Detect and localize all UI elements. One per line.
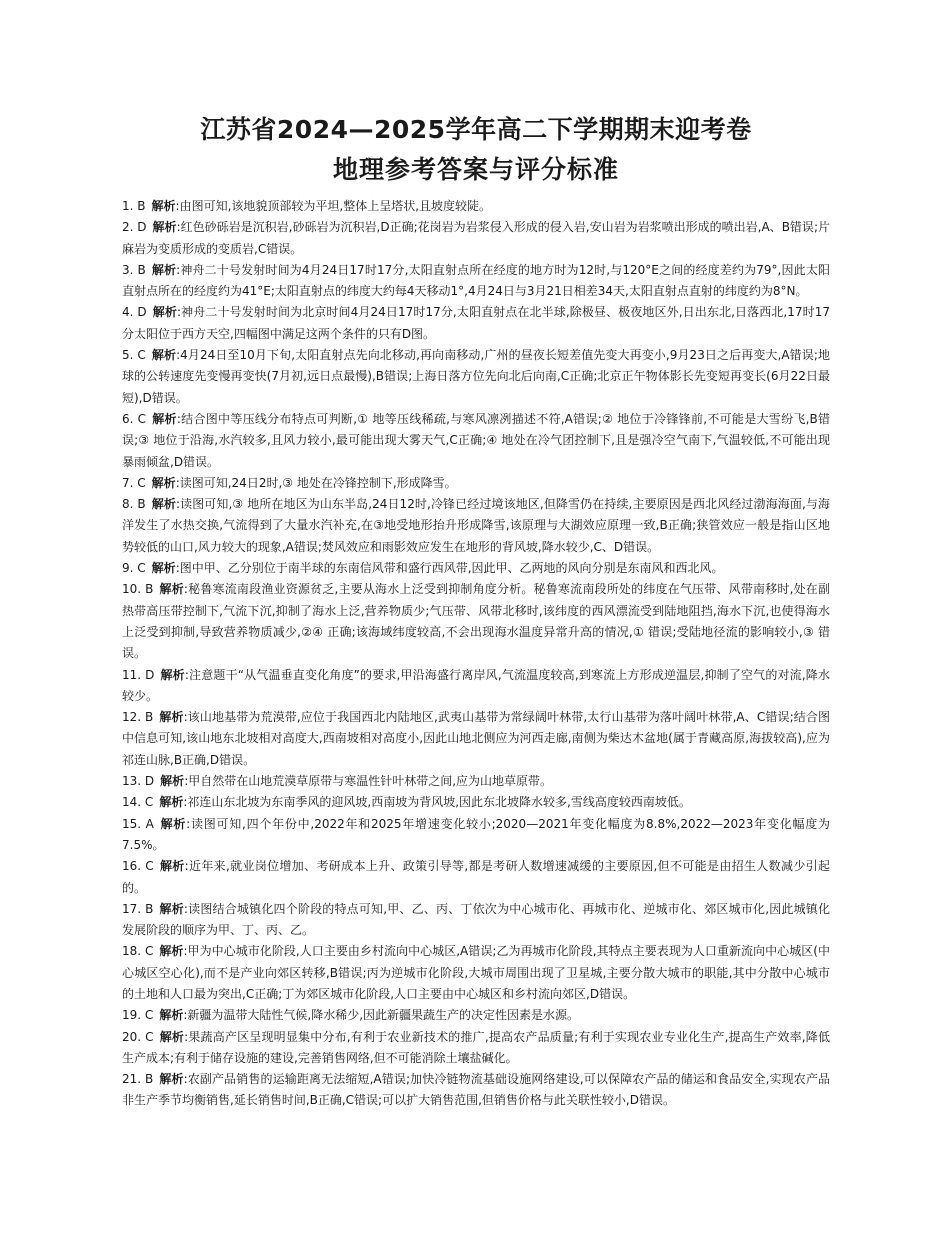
answer-item: 15. A 解析:读图可知,四个年份中,2022年和2025年增速变化较小;2020—2021年变化幅度为8.8%,2022—2023年变化幅度为7.5%。 (122, 816, 830, 852)
answer-number: 8. (122, 497, 134, 512)
explanation-label: 解析 (159, 901, 184, 916)
answer-key: B (137, 497, 146, 512)
explanation-text: 果蔬高产区呈现明显集中分布,有利于农业新技术的推广,提高农产品质量;有利于实现农业专业化生产,提高生产效率,降低生产成本;有利于储存设施的建设,完善销售网络,但不可能消除土壤盐碱化。 (122, 1029, 830, 1065)
answer-item: 9. C 解析:图中甲、乙分别位于南半球的东南信风带和盛行西风带,因此甲、乙两地的风向分别是东南风和西北风。 (122, 561, 724, 576)
answer-key: B (145, 710, 154, 725)
answer-key: C (144, 1008, 154, 1023)
explanation-label: 解析 (151, 199, 176, 213)
explanation-label: 解析 (151, 262, 177, 277)
answer-key: B (137, 262, 146, 277)
answer-item: 3. B 解析:神舟二十号发射时间为4月24日17时17分,太阳直射点所在经度的地方时为12时,与120°E之间的经度差约为79°,因此太阳直射点所在的经度约为41°E;太阳直射点的纬度大约每4天移动1°,4月24日与3月21日相差34天,太阳直射点直射的纬度约为8°N。 (122, 262, 830, 299)
answer-number: 5. (122, 348, 134, 363)
answer-number: 20. (122, 1029, 142, 1044)
answer-number: 13. (122, 774, 142, 789)
explanation-label: 解析 (151, 561, 176, 576)
answer-key: D (145, 667, 155, 682)
answer-key: B (145, 582, 154, 597)
answer-number: 15. (122, 816, 142, 831)
explanation-text: 由图可知,该地貌顶部较为平坦,整体上呈塔状,且坡度较陡。 (179, 199, 492, 213)
explanation-text: 读图可知,四个年份中,2022年和2025年增速变化较小;2020—2021年变化幅度为8.8%,2022—2023年变化幅度为7.5%。 (122, 816, 830, 852)
explanation-label: 解析 (159, 1029, 185, 1044)
answer-key: B (145, 901, 154, 916)
answer-number: 6. (122, 411, 134, 426)
explanation-text: 图中甲、乙分别位于南半球的东南信风带和盛行西风带,因此甲、乙两地的风向分别是东南风和西北风。 (179, 561, 724, 576)
answer-number: 10. (122, 582, 142, 597)
explanation-text: 农副产品销售的运输距离无法缩短,A错误;加快冷链物流基础设施网络建设,可以保障农产品的储运和食品安全,实现农产品非生产季节均衡销售,延长销售时间,B正确,C错误;可以扩大销售范围,但销售价格与此关联性较小,D错误。 (122, 1072, 830, 1108)
answer-item: 20. C 解析:果蔬高产区呈现明显集中分布,有利于农业新技术的推广,提高农产品质量;有利于实现农业专业化生产,提高生产效率,降低生产成本;有利于储存设施的建设,完善销售网络,但不可能消除土壤盐碱化。 (122, 1029, 830, 1065)
explanation-label: 解析 (159, 795, 184, 810)
answer-key: C (144, 795, 154, 810)
explanation-label: 解析 (159, 859, 185, 874)
explanation-label: 解析 (151, 348, 177, 363)
page-title: 江苏省2024—2025学年高二下学期期末迎考卷 (200, 115, 752, 144)
title-block (122, 112, 830, 188)
explanation-label: 解析 (160, 774, 185, 789)
answer-item: 12. B 解析:该山地基带为荒漠带,应位于我国西北内陆地区,武夷山基带为常绿阔叶林带,太行山基带为落叶阔叶林带,A、C错误;结合图中信息可知,该山地东北坡相对高度大,西南坡相对高度小,因此山地北侧应为河西走廊,南侧为柴达木盆地(属于青藏高原,海拔较高),应为祁连山脉,B正确,D错误。 (122, 710, 830, 767)
answer-item: 2. D 解析:红色砂砾岩是沉积岩,砂砾岩为沉积岩,D正确;花岗岩为岩浆侵入形成的侵入岩,安山岩为岩浆喷出形成的喷出岩,A、B错误;片麻岩为变质形成的变质岩,C错误。 (122, 220, 830, 256)
answer-item: 21. B 解析:农副产品销售的运输距离无法缩短,A错误;加快冷链物流基础设施网络建设,可以保障农产品的储运和食品安全,实现农产品非生产季节均衡销售,延长销售时间,B正确,C错误;可以扩大销售范围,但销售价格与此关联性较小,D错误。 (122, 1072, 830, 1108)
answer-key: A (145, 816, 154, 831)
answer-item: 19. C 解析:新疆为温带大陆性气候,降水稀少,因此新疆果蔬生产的决定性因素是水源。 (122, 1008, 580, 1023)
answer-number: 17. (122, 901, 142, 916)
explanation-text: 甲为中心城市化阶段,人口主要由乡村流向中心城区,A错误;乙为再城市化阶段,其特点主要表现为人口重新流向中心城区(中心城区空心化),而不是产业向郊区转移,B错误;丙为逆城市化阶段,大城市周围出现了卫星城,主要分散大城市的职能,其中分散中心城市的土地和人口最为突出,C正确;丁为郊区城市化阶段,人口主要由中心城区和乡村流向郊区,D错误。 (122, 944, 830, 1001)
answer-item: 8. B 解析:读图可知,③ 地所在地区为山东半岛,24日12时,冷锋已经过境该地区,但降雪仍在持续,主要原因是西北风经过渤海海面,与海洋发生了水热交换,气流得到了大量水汽补充,在③地受地形抬升形成降雪,该原理与大湖效应原理一致,B正确;狭管效应一般是指山区地势较低的山口,风力较大的现象,A错误;焚风效应和雨影效应发生在地形的背风坡,降水较少,C、D错误。 (122, 497, 830, 554)
answer-item: 1. B 解析:由图可知,该地貌顶部较为平坦,整体上呈塔状,且坡度较陡。 (122, 199, 492, 213)
answer-number: 3. (122, 262, 134, 277)
answer-number: 11. (122, 667, 142, 682)
explanation-text: 祁连山东北坡为东南季风的迎风坡,西南坡为背风坡,因此东北坡降水较多,雪线高度较西南坡低。 (187, 795, 691, 810)
answer-item: 7. C 解析:读图可知,24日2时,③ 地处在冷锋控制下,形成降雪。 (122, 475, 457, 490)
explanation-label: 解析 (159, 710, 184, 725)
answer-key: C (137, 561, 146, 576)
page-subtitle: 地理参考答案与评分标准 (332, 155, 619, 184)
answer-number: 16. (122, 859, 142, 874)
answer-number: 4. (122, 305, 134, 320)
answer-key: C (137, 348, 146, 363)
answer-item: 5. C 解析:4月24日至10月下旬,太阳直射点先向北移动,再向南移动,广州的昼夜长短差值先变大再变小,9月23日之后再变大,A错误;地球的公转速度先变慢再变快(7月初,远日点最慢),B错误;上海日落方位先向北后向南,C正确;北京正午物体影长先变短再变长(6月22日最短),D错误。 (122, 348, 830, 405)
answer-number: 7. (122, 475, 134, 490)
answer-key: D (137, 305, 147, 320)
answer-number: 12. (122, 710, 142, 725)
answer-number: 1. (122, 199, 134, 213)
explanation-text: 甲自然带在山地荒漠草原带与寒温性针叶林带之间,应为山地草原带。 (188, 774, 553, 789)
explanation-text: 结合图中等压线分布特点可判断,① 地等压线稀疏,与寒风凛冽描述不符,A错误;② 地位于冷锋锋前,不可能是大雪纷飞,B错误;③ 地位于沿海,水汽较多,且风力较小,最可能出现大雾天气,C正确;④ 地处在冷气团控制下,且是强冷空气南下,气温较低,不可能出现暴雨倾盆,D错误。 (122, 411, 830, 469)
answer-key: D (137, 220, 147, 235)
explanation-text: 注意题干“从气温垂直变化角度”的要求,甲沿海盛行离岸风,气流温度较高,到寒流上方形成逆温层,抑制了空气的对流,降水较少。 (122, 667, 830, 703)
answer-key: C (137, 411, 146, 426)
explanation-text: 神舟二十号发射时间为北京时间4月24日17时17分,太阳直射点在北半球,除极昼、极夜地区外,日出东北,日落西北,17时17分太阳位于西方天空,四幅图中满足这两个条件的只有D图。 (122, 305, 830, 341)
answer-number: 2. (122, 220, 134, 235)
answer-number: 14. (122, 795, 142, 810)
explanation-text: 红色砂砾岩是沉积岩,砂砾岩为沉积岩,D正确;花岗岩为岩浆侵入形成的侵入岩,安山岩为岩浆喷出形成的喷出岩,A、B错误;片麻岩为变质形成的变质岩,C错误。 (122, 220, 830, 256)
explanation-label: 解析 (160, 667, 185, 682)
explanation-label: 解析 (159, 1008, 184, 1023)
answer-list (122, 196, 830, 1112)
answer-number: 19. (122, 1008, 142, 1023)
answer-number: 18. (122, 944, 142, 959)
answer-key: D (144, 774, 155, 789)
explanation-label: 解析 (151, 411, 177, 426)
answer-item: 18. C 解析:甲为中心城市化阶段,人口主要由乡村流向中心城区,A错误;乙为再城市化阶段,其特点主要表现为人口重新流向中心城区(中心城区空心化),而不是产业向郊区转移,B错误;丙为逆城市化阶段,大城市周围出现了卫星城,主要分散大城市的职能,其中分散中心城市的土地和人口最为突出,C正确;丁为郊区城市化阶段,人口主要由中心城区和乡村流向郊区,D错误。 (122, 944, 830, 1001)
answer-item: 11. D 解析:注意题干“从气温垂直变化角度”的要求,甲沿海盛行离岸风,气流温度较高,到寒流上方形成逆温层,抑制了空气的对流,降水较少。 (122, 667, 830, 703)
answer-item: 14. C 解析:祁连山东北坡为东南季风的迎风坡,西南坡为背风坡,因此东北坡降水较多,雪线高度较西南坡低。 (122, 795, 691, 810)
explanation-text: 新疆为温带大陆性气候,降水稀少,因此新疆果蔬生产的决定性因素是水源。 (187, 1008, 580, 1023)
explanation-label: 解析 (151, 475, 176, 490)
explanation-label: 解析 (152, 305, 177, 320)
answer-key: C (145, 859, 154, 874)
explanation-text: 读图结合城镇化四个阶段的特点可知,甲、乙、丙、丁依次为中心城市化、再城市化、逆城市化、郊区城市化,因此城镇化发展阶段的顺序为甲、丁、丙、乙。 (122, 901, 830, 938)
explanation-text: 神舟二十号发射时间为4月24日17时17分,太阳直射点所在经度的地方时为12时,与120°E之间的经度差约为79°,因此太阳直射点所在的经度约为41°E;太阳直射点的纬度大约每4天移动1°,4月24日与3月21日相差34天,太阳直射点直射的纬度约为8°N。 (122, 262, 830, 299)
explanation-label: 解析 (159, 582, 184, 597)
answer-item: 4. D 解析:神舟二十号发射时间为北京时间4月24日17时17分,太阳直射点在北半球,除极昼、极夜地区外,日出东北,日落西北,17时17分太阳位于西方天空,四幅图中满足这两个条件的只有D图。 (122, 305, 830, 341)
answer-key: C (145, 1029, 154, 1044)
explanation-text: 该山地基带为荒漠带,应位于我国西北内陆地区,武夷山基带为常绿阔叶林带,太行山基带为落叶阔叶林带,A、C错误;结合图中信息可知,该山地东北坡相对高度大,西南坡相对高度小,因此山地北侧应为河西走廊,南侧为柴达木盆地(属于青藏高原,海拔较高),应为祁连山脉,B正确,D错误。 (122, 710, 830, 767)
answer-key: C (144, 944, 154, 959)
answer-key: B (137, 199, 146, 213)
answer-item: 16. C 解析:近年来,就业岗位增加、考研成本上升、政策引导等,都是考研人数增速减缓的主要原因,但不可能是由招生人数减少引起的。 (122, 859, 830, 895)
explanation-label: 解析 (151, 497, 176, 512)
explanation-label: 解析 (152, 220, 177, 235)
answer-key: B (145, 1072, 154, 1087)
explanation-label: 解析 (159, 1072, 184, 1087)
answer-item: 17. B 解析:读图结合城镇化四个阶段的特点可知,甲、乙、丙、丁依次为中心城市化、再城市化、逆城市化、郊区城市化,因此城镇化发展阶段的顺序为甲、丁、丙、乙。 (122, 901, 830, 938)
answer-number: 21. (122, 1072, 142, 1087)
explanation-text: 读图可知,③ 地所在地区为山东半岛,24日12时,冷锋已经过境该地区,但降雪仍在持续,主要原因是西北风经过渤海海面,与海洋发生了水热交换,气流得到了大量水汽补充,在③地受地形抬升形成降雪,该原理与大湖效应原理一致,B正确;狭管效应一般是指山区地势较低的山口,风力较大的现象,A错误;焚风效应和雨影效应发生在地形的背风坡,降水较少,C、D错误。 (122, 497, 830, 554)
answer-item: 6. C 解析:结合图中等压线分布特点可判断,① 地等压线稀疏,与寒风凛冽描述不符,A错误;② 地位于冷锋锋前,不可能是大雪纷飞,B错误;③ 地位于沿海,水汽较多,且风力较小,最可能出现大雾天气,C正确;④ 地处在冷气团控制下,且是强冷空气南下,气温较低,不可能出现暴雨倾盆,D错误。 (122, 411, 830, 469)
explanation-text: 秘鲁寒流南段渔业资源贫乏,主要从海水上泛受到抑制角度分析。秘鲁寒流南段所处的纬度在气压带、风带南移时,处在副热带高压带控制下,气流下沉,抑制了海水上泛,营养物质少;气压带、风带北移时,该纬度的西风漂流受到陆地阻挡,海水下沉,也使得海水上泛受到抑制,导致营养物质减少,②④ 正确;该海域纬度较高,不会出现海水温度异常升高的情况,① 错误;受陆地径流的影响较小,③ 错误。 (122, 582, 830, 661)
answer-key: C (137, 475, 146, 490)
explanation-label: 解析 (159, 816, 187, 831)
explanation-text: 读图可知,24日2时,③ 地处在冷锋控制下,形成降雪。 (179, 475, 457, 490)
explanation-text: 4月24日至10月下旬,太阳直射点先向北移动,再向南移动,广州的昼夜长短差值先变大再变小,9月23日之后再变大,A错误;地球的公转速度先变慢再变快(7月初,远日点最慢),B错误;上海日落方位先向北后向南,C正确;北京正午物体影长先变短再变长(6月22日最短),D错误。 (122, 348, 830, 405)
answer-item: 13. D 解析:甲自然带在山地荒漠草原带与寒温性针叶林带之间,应为山地草原带。 (122, 774, 553, 789)
explanation-label: 解析 (159, 944, 184, 959)
answer-number: 9. (122, 561, 134, 576)
explanation-text: 近年来,就业岗位增加、考研成本上升、政策引导等,都是考研人数增速减缓的主要原因,但不可能是由招生人数减少引起的。 (122, 859, 830, 895)
answer-item: 10. B 解析:秘鲁寒流南段渔业资源贫乏,主要从海水上泛受到抑制角度分析。秘鲁寒流南段所处的纬度在气压带、风带南移时,处在副热带高压带控制下,气流下沉,抑制了海水上泛,营养物质少;气压带、风带北移时,该纬度的西风漂流受到陆地阻挡,海水下沉,也使得海水上泛受到抑制,导致营养物质减少,②④ 正确;该海域纬度较高,不会出现海水温度异常升高的情况,① 错误;受陆地径流的影响较小,③ 错误。 (122, 582, 830, 661)
